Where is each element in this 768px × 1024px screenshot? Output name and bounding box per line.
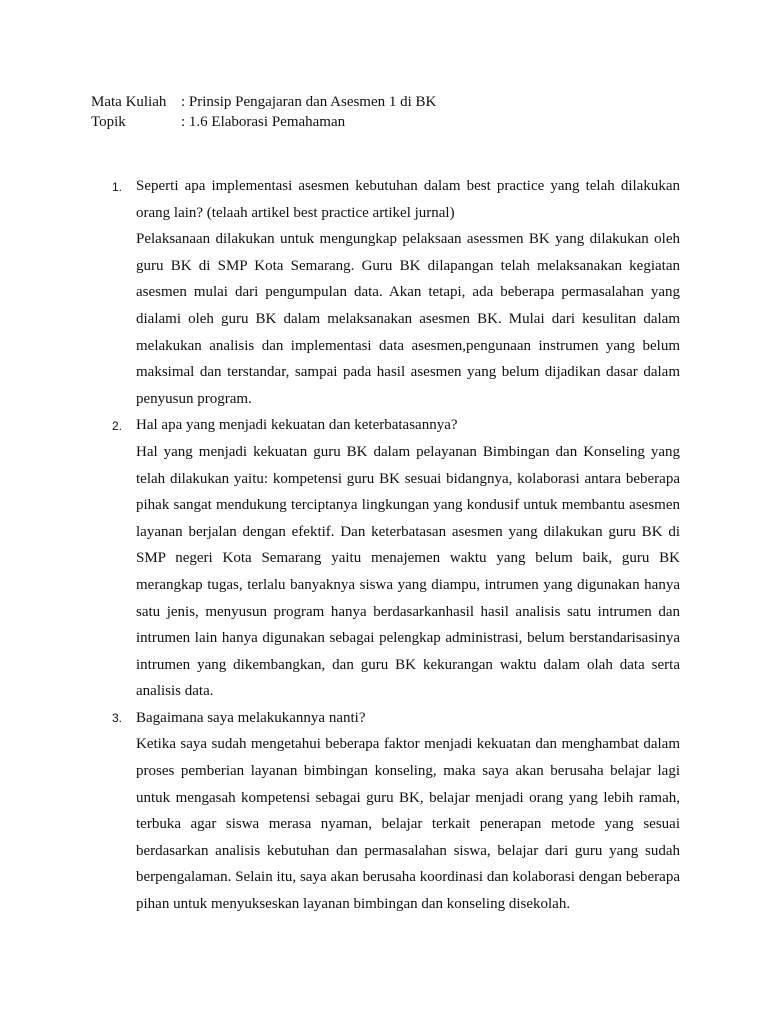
question-item-3 [112,705,680,918]
topic-row [91,112,691,132]
question-text: Hal apa yang menjadi kekuatan dan keterbatasannya? [136,417,458,434]
topic-value: : 1.6 Elaborasi Pemahaman [181,114,346,130]
question-text: Seperti apa implementasi asesmen kebutuhan dalam best practice yang telah dilakukan orang lain? (telaah artikel best practice artikel jurnal) [136,178,680,221]
document-header [91,92,691,132]
course-label: Mata Kuliah [91,94,167,110]
question-number: 2. [112,418,123,433]
topic-label: Topik [91,114,126,130]
question-number: 1. [112,179,123,194]
question-item-2 [112,412,680,705]
question-list [112,173,680,918]
question-text: Bagaimana saya melakukannya nanti? [136,709,366,726]
answer-text: Ketika saya sudah mengetahui beberapa faktor menjadi kekuatan dan menghambat dalam proses pemberian layanan bimbingan konseling, maka saya akan berusaha belajar lagi untuk mengasah kompetensi sebagai guru BK, belajar menjadi orang yang lebih ramah, terbuka agar siswa merasa nyaman, belajar terkait penerapan metode yang sesuai berdasarkan analisis kebutuhan dan permasalahan siswa, belajar dari guru yang sudah berpengalaman. Selain itu, saya akan berusaha koordinasi dan kolaborasi dengan beberapa pihan untuk menyukseskan layanan bimbingan dan konseling disekolah. [136,736,680,913]
question-item-1 [112,173,680,412]
answer-text: Hal yang menjadi kekuatan guru BK dalam pelayanan Bimbingan dan Konseling yang telah dilakukan yaitu: kompetensi guru BK sesuai bidangnya, kolaborasi antara beberapa pihak sangat mendukung terciptanya lingkungan yang kondusif untuk membantu asesmen layanan berjalan dengan efektif. Dan keterbatasan asesmen yang dilakukan guru BK di SMP negeri Kota Semarang yaitu menajemen waktu yang belum baik, guru BK merangkap tugas, terlalu banyaknya siswa yang diampu, intrumen yang digunakan hanya satu jenis, menyusun program hanya berdasarkanhasil hasil analisis satu intrumen dan intrumen lain hanya digunakan sebagai pelengkap administrasi, belum berstandarisasinya intrumen yang dikembangkan, dan guru BK kekurangan waktu dalam olah data serta analisis data. [136,443,680,700]
course-row [91,92,691,112]
question-number: 3. [112,711,123,726]
course-value: : Prinsip Pengajaran dan Asesmen 1 di BK [181,94,437,110]
answer-text: Pelaksanaan dilakukan untuk mengungkap pelaksaan asessmen BK yang dilakukan oleh guru BK di SMP Kota Semarang. Guru BK dilapangan telah melaksanakan kegiatan asesmen mulai dari pengumpulan data. Akan tetapi, ada beberapa permasalahan yang dialami oleh guru BK dalam melaksanakan asesmen BK. Mulai dari kesulitan dalam melakukan analisis dan implementasi data asesmen,pengunaan instrumen yang belum maksimal dan terstandar, sampai pada hasil asesmen yang belum dijadikan dasar dalam penyusun program. [136,231,680,407]
